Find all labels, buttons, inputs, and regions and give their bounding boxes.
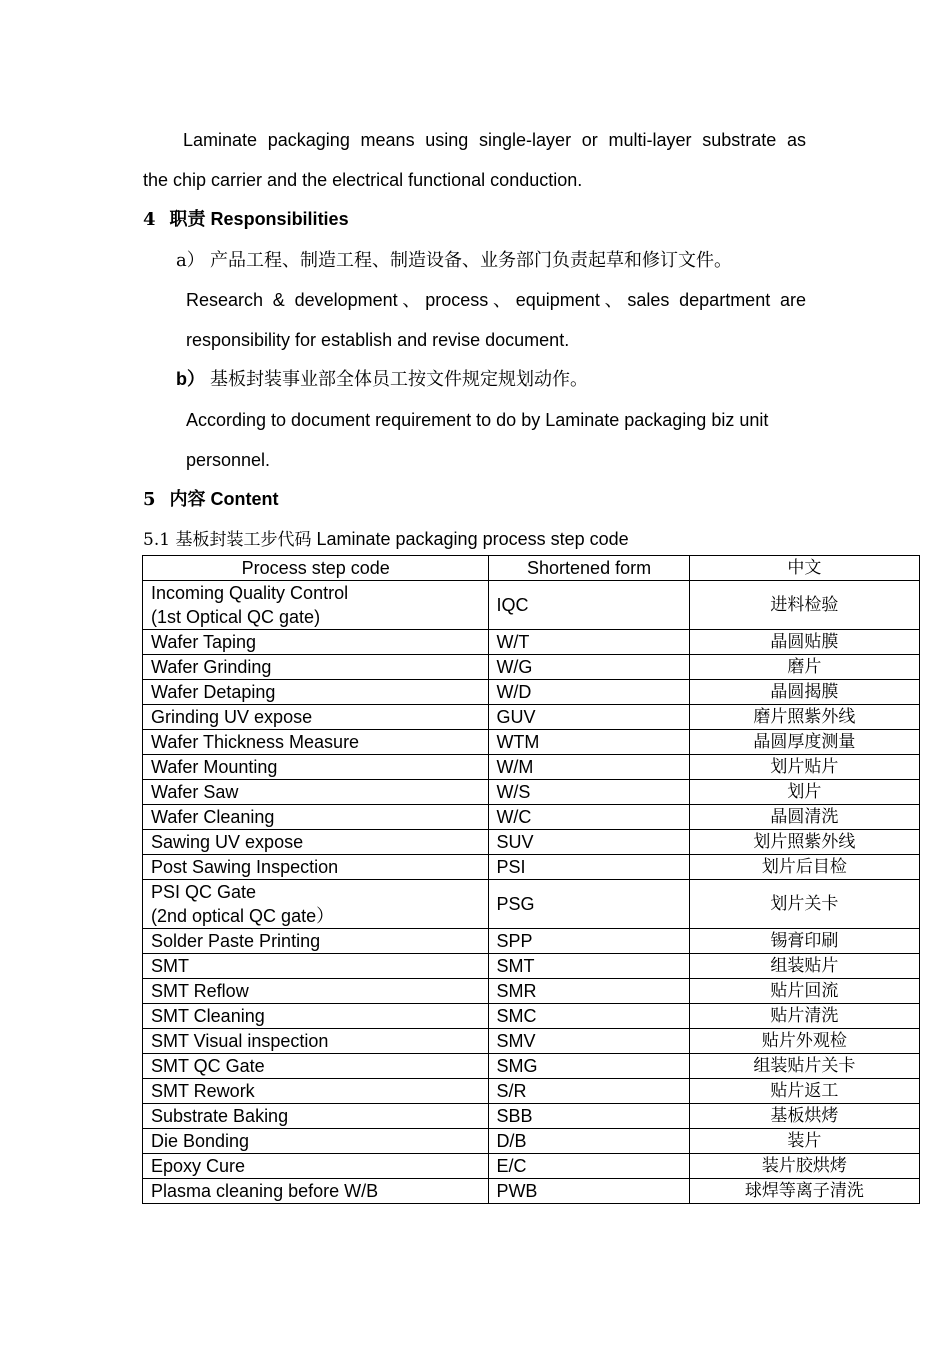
table-body: [143, 581, 920, 1204]
item-a-marker: a）: [176, 250, 205, 271]
cell-chinese: 进料检验: [689, 581, 919, 630]
table-row: [143, 630, 920, 655]
table-header-row: [143, 556, 920, 581]
cell-shortened-form: SPP: [489, 929, 689, 954]
cell-shortened-form: SBB: [489, 1104, 689, 1129]
cell-shortened-form: PWB: [489, 1179, 689, 1204]
table-row: [143, 780, 920, 805]
subsection-5-1-cn: 5.1 基板封装工步代码: [143, 530, 312, 550]
table-row: [143, 1129, 920, 1154]
cell-process-step-text: Wafer Mounting: [151, 757, 278, 777]
cell-chinese: 贴片外观检: [689, 1029, 919, 1054]
cell-chinese: 基板烘烤: [689, 1104, 919, 1129]
cell-process-step-text: Wafer Grinding: [151, 657, 272, 677]
cell-chinese: 磨片: [689, 655, 919, 680]
table-row: [143, 1079, 920, 1104]
table-row: [143, 755, 920, 780]
table-row: [143, 655, 920, 680]
cell-process-step: [143, 1004, 489, 1029]
cell-process-step: [143, 1054, 489, 1079]
table-row: [143, 805, 920, 830]
cell-process-step-text: Die Bonding: [151, 1131, 250, 1151]
item-a-cn: [176, 249, 732, 272]
cell-process-step: [143, 581, 489, 630]
cell-shortened-form: SUV: [489, 830, 689, 855]
cell-process-step: [143, 929, 489, 954]
cell-chinese: 贴片回流: [689, 979, 919, 1004]
cell-shortened-form: W/D: [489, 680, 689, 705]
item-a-cn-text: 产品工程、制造工程、制造设备、业务部门负责起草和修订文件。: [210, 250, 732, 271]
cell-shortened-form: SMV: [489, 1029, 689, 1054]
process-step-code-table: [142, 555, 920, 1204]
cell-process-step-text: Wafer Thickness Measure: [151, 732, 360, 752]
cell-process-step: [143, 979, 489, 1004]
header-process-step-code: Process step code: [143, 556, 489, 581]
subsection-5-1-en: Laminate packaging process step code: [316, 529, 629, 549]
cell-shortened-form: PSI: [489, 855, 689, 880]
cell-shortened-form: GUV: [489, 705, 689, 730]
intro-line-1: Laminate packaging means using single-layer or multi-layer substrate as: [183, 130, 806, 150]
table-row: [143, 954, 920, 979]
cell-shortened-form: PSG: [489, 880, 689, 929]
cell-shortened-form: WTM: [489, 730, 689, 755]
cell-process-step: [143, 805, 489, 830]
table-row: [143, 581, 920, 630]
cell-process-step: [143, 855, 489, 880]
cell-shortened-form: SMC: [489, 1004, 689, 1029]
cell-chinese: 磨片照紫外线: [689, 705, 919, 730]
cell-process-step-text: Wafer Detaping: [151, 682, 276, 702]
cell-chinese: 晶圆揭膜: [689, 680, 919, 705]
table-row: [143, 1104, 920, 1129]
cell-process-step-text: SMT Cleaning: [151, 1006, 265, 1026]
table-row: [143, 1029, 920, 1054]
intro-line-2: the chip carrier and the electrical functional conduction.: [143, 170, 583, 190]
table-row: [143, 730, 920, 755]
cell-shortened-form: SMG: [489, 1054, 689, 1079]
cell-chinese: 划片贴片: [689, 755, 919, 780]
cell-process-step: [143, 880, 489, 929]
cell-chinese: 球焊等离子清洗: [689, 1179, 919, 1204]
table-row: [143, 929, 920, 954]
cell-process-step-text: PSI QC Gate: [151, 882, 257, 902]
cell-chinese: 贴片清洗: [689, 1004, 919, 1029]
table-row: [143, 830, 920, 855]
section-5-title-en: Content: [210, 489, 279, 509]
cell-process-step-text: Wafer Taping: [151, 632, 257, 652]
table-row: [143, 979, 920, 1004]
item-b-marker: b）: [176, 369, 205, 389]
cell-shortened-form: S/R: [489, 1079, 689, 1104]
table-row: [143, 880, 920, 929]
cell-shortened-form: W/G: [489, 655, 689, 680]
cell-process-step-text: SMT Visual inspection: [151, 1031, 329, 1051]
cell-process-step-text: SMT: [151, 956, 189, 976]
section-4-number: 4: [143, 209, 156, 230]
cell-chinese: 划片照紫外线: [689, 830, 919, 855]
cell-process-step-text: Plasma cleaning before W/B: [151, 1181, 379, 1201]
cell-process-step-text: SMT Rework: [151, 1081, 255, 1101]
item-b-en-line-2: personnel.: [186, 450, 271, 470]
cell-chinese: 锡膏印刷: [689, 929, 919, 954]
cell-process-step: [143, 954, 489, 979]
cell-process-step: [143, 830, 489, 855]
item-a-en-line-1: Research & development、process、equipment、sales department are: [186, 290, 806, 310]
table-row: [143, 705, 920, 730]
cell-process-step-text: Wafer Cleaning: [151, 807, 275, 827]
header-chinese: 中文: [689, 556, 919, 581]
cell-process-step: [143, 680, 489, 705]
cell-process-step-text-line-2: (1st Optical QC gate): [151, 607, 321, 627]
cell-chinese: 划片关卡: [689, 880, 919, 929]
cell-chinese: 组装贴片关卡: [689, 1054, 919, 1079]
cell-chinese: 晶圆贴膜: [689, 630, 919, 655]
cell-shortened-form: W/M: [489, 755, 689, 780]
cell-process-step: [143, 1029, 489, 1054]
section-4-heading: [143, 208, 349, 231]
table-row: [143, 1054, 920, 1079]
cell-process-step-text: SMT Reflow: [151, 981, 249, 1001]
cell-chinese: 晶圆清洗: [689, 805, 919, 830]
cell-process-step: [143, 630, 489, 655]
cell-chinese: 装片胶烘烤: [689, 1154, 919, 1179]
item-b-cn-text: 基板封装事业部全体员工按文件规定规划动作。: [210, 369, 588, 390]
section-5-heading: [143, 488, 279, 511]
cell-process-step-text-line-2: (2nd optical QC gate）: [151, 906, 335, 926]
cell-shortened-form: IQC: [489, 581, 689, 630]
cell-shortened-form: W/T: [489, 630, 689, 655]
cell-process-step: [143, 1079, 489, 1104]
table-row: [143, 855, 920, 880]
header-shortened-form: Shortened form: [489, 556, 689, 581]
cell-process-step: [143, 1104, 489, 1129]
section-4-title-cn: 职责: [169, 209, 206, 230]
cell-process-step: [143, 780, 489, 805]
cell-process-step: [143, 705, 489, 730]
cell-shortened-form: W/C: [489, 805, 689, 830]
item-b-en-line-1: According to document requirement to do by Laminate packaging biz unit: [186, 410, 769, 430]
cell-chinese: 贴片返工: [689, 1079, 919, 1104]
cell-process-step: [143, 1179, 489, 1204]
section-5-title-cn: 内容: [169, 489, 206, 510]
table-row: [143, 1154, 920, 1179]
item-b-cn: [176, 368, 588, 391]
cell-chinese: 划片后目检: [689, 855, 919, 880]
cell-process-step-text: Wafer Saw: [151, 782, 239, 802]
cell-shortened-form: SMT: [489, 954, 689, 979]
cell-process-step-text: Grinding UV expose: [151, 707, 313, 727]
cell-process-step-text: Sawing UV expose: [151, 832, 304, 852]
cell-shortened-form: SMR: [489, 979, 689, 1004]
cell-chinese: 组装贴片: [689, 954, 919, 979]
section-4-title-en: Responsibilities: [210, 209, 349, 229]
table-row: [143, 680, 920, 705]
cell-process-step: [143, 755, 489, 780]
cell-shortened-form: E/C: [489, 1154, 689, 1179]
cell-process-step: [143, 655, 489, 680]
subsection-5-1: [143, 528, 629, 551]
cell-shortened-form: W/S: [489, 780, 689, 805]
cell-process-step-text: Epoxy Cure: [151, 1156, 246, 1176]
cell-process-step: [143, 1154, 489, 1179]
table-row: [143, 1179, 920, 1204]
cell-chinese: 划片: [689, 780, 919, 805]
cell-chinese: 装片: [689, 1129, 919, 1154]
cell-shortened-form: D/B: [489, 1129, 689, 1154]
table-row: [143, 1004, 920, 1029]
cell-process-step-text: Substrate Baking: [151, 1106, 289, 1126]
cell-process-step-text: Incoming Quality Control: [151, 583, 349, 603]
cell-process-step-text: Solder Paste Printing: [151, 931, 321, 951]
cell-process-step: [143, 1129, 489, 1154]
section-5-number: 5: [143, 489, 156, 510]
cell-process-step-text: Post Sawing Inspection: [151, 857, 339, 877]
cell-process-step-text: SMT QC Gate: [151, 1056, 265, 1076]
cell-chinese: 晶圆厚度测量: [689, 730, 919, 755]
item-a-en-line-2: responsibility for establish and revise document.: [186, 330, 570, 350]
cell-process-step: [143, 730, 489, 755]
